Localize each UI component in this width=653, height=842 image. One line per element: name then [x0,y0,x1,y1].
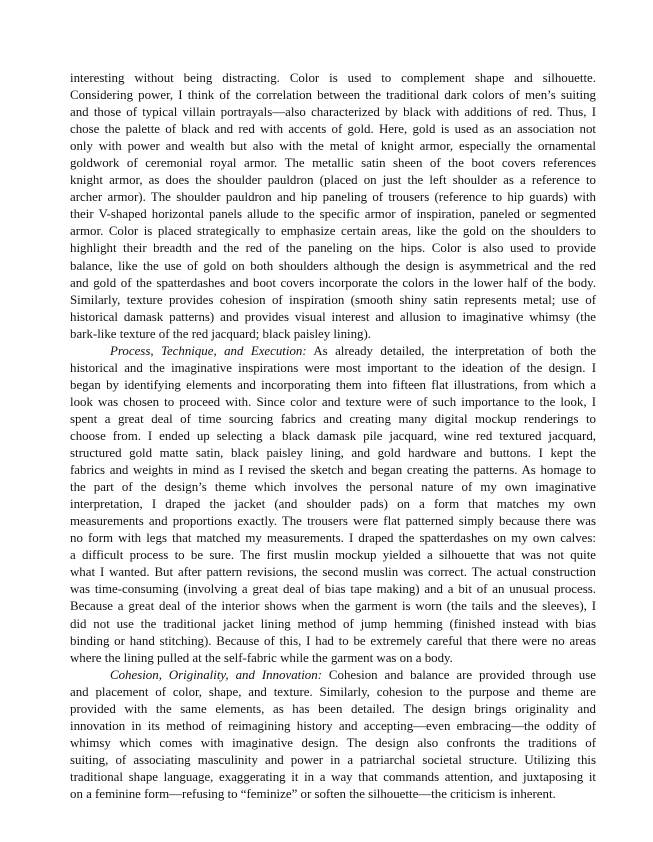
text-line: provided with the same elements, as has been detailed. The design brings originality and [70,701,596,716]
text-line: Similarly, texture provides cohesion of inspiration (smooth shiny satin represents metal; use of [70,292,596,307]
text-line: armor. Color is placed strategically to emphasize certain areas, like the gold on the shoulders to [70,224,596,239]
text-line: the part of the design’s theme which involves the personal nature of my own imaginative [70,480,596,495]
text-line: on a feminine form—refusing to “feminize” or soften the silhouette—the criticism is inherent. [70,786,556,801]
text-line: interpretation, I draped the jacket (and shoulder pads) on a form that matches my own [70,497,596,512]
text-line: binding or hand stitching). Because of this, I had to be extremely careful that there were no areas [70,633,596,648]
text-line: traditional shape language, exaggerating it in a way that commands attention, and juxtaposing it [70,769,596,784]
text-line: knight armor, as does the shoulder pauldron (placed on just the left shoulder as a reference to [70,173,596,188]
text-line: no form with legs that matched my measurements. I draped the spatterdashes on my own calves: [70,531,596,546]
text-line: archer armor). The shoulder pauldron and hip paneling of trousers (reference to hip guards) with [70,190,596,205]
text-line: innovation in its method of reimagining history and accepting—even embracing—the oddity of [70,718,596,733]
paragraph-cohesion-originality-innovation [70,667,596,803]
text-line [70,343,596,360]
paragraph-color-and-texture [70,70,596,343]
text-line: and those of typical villain portrayals—also characterized by black with additions of red. Thus, I [70,105,596,120]
text-line: interesting without being distracting. Color is used to complement shape and silhouette. [70,71,596,85]
text-line: began by identifying elements and incorporating them into fifteen flat illustrations, from which a [70,377,596,392]
text-line: structured gold matte satin, black paisley lining, and gold hardware and buttons. I kept the [70,446,596,461]
text-line: measurements and proportions exactly. The trousers were flat patterned simply because there was [70,514,596,529]
text-line: historical and the imaginative inspirations were most important to the ideation of the design. I [70,360,596,375]
text-line: what I wanted. But after pattern revisions, the second muslin was correct. The actual construction [70,565,596,580]
text-line: goldwork of ceremonial royal armor. The metallic satin sheen of the boot covers references [70,156,596,171]
text-line: whimsy which comes with imaginative design. The design also confronts the traditions of [70,735,596,750]
text-line: a difficult process to be sure. The first muslin mockup yielded a silhouette that was not quite [70,548,596,563]
text-line: historical damask patterns) and provides visual interest and allusion to imaginative whimsy (the [70,309,596,324]
heading-line-text: Cohesion and balance are provided through use [321,667,596,682]
text-line: balance, like the use of gold on both shoulders although the design is asymmetrical and the red [70,258,596,273]
text-line: and placement of color, shape, and texture. Similarly, cohesion to the purpose and theme are [70,684,596,699]
text-line: their V-shaped horizontal panels allude to the specific armor of inspiration, paneled or segmented [70,207,596,222]
document-page [70,70,596,803]
text-line: bark-like texture of the red jacquard; black paisley lining). [70,326,372,341]
text-line: did not use the traditional jacket lining method of jump hemming (finished instead with bias [70,616,596,631]
text-line: suiting, of associating masculinity and power in a patriarchal societal structure. Utilizing this [70,752,596,767]
section-heading-process: Process, Technique, and Execution: [110,343,307,358]
text-line: spent a great deal of time sourcing fabrics and creating many digital mockup renderings to [70,411,596,426]
section-heading-cohesion: Cohesion, Originality, and Innovation: [110,667,322,682]
text-line: where the lining pulled at the self-fabric while the garment was on a body. [70,650,453,665]
text-line: and gold of the spatterdashes and boot covers incorporate the colors in the lower half of the body. [70,275,596,290]
text-line: only with power and wealth but also with the metal of knight armor, especially the ornamental [70,139,596,154]
text-line: Considering power, I think of the correlation between the traditional dark colors of men’s suiting [70,88,596,103]
text-line [70,667,596,684]
text-line: was time-consuming (involving a great deal of bias tape making) and a bit of an unusual process. [70,582,596,597]
text-line: look was chosen to proceed with. Since color and texture were of such importance to the look, I [70,394,596,409]
text-line: choose from. I ended up selecting a black damask pile jacquard, wine red textured jacquard, [70,428,596,443]
text-line: Because a great deal of the interior shows when the garment is worn (the tails and the sleeves), I [70,599,596,614]
text-line: fabrics and weights in mind as I revised the sketch and began creating the patterns. As homage to [70,463,596,478]
paragraph-process-technique-execution [70,343,596,667]
text-line: chose the palette of black and red with accents of gold. Here, gold is used as an association not [70,122,596,137]
text-line: highlight their breadth and the red of the paneling on the hips. Color is also used to provide [70,241,596,256]
heading-line-text: As already detailed, the interpretation of both the [306,343,597,358]
